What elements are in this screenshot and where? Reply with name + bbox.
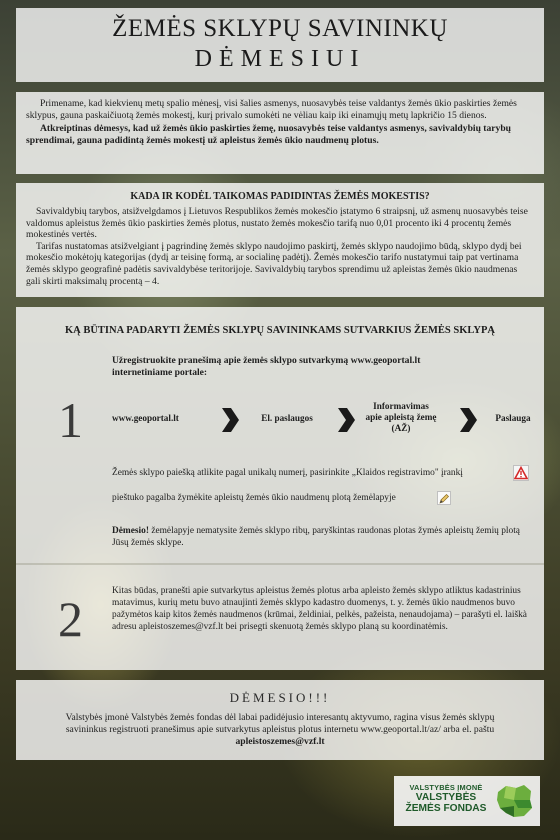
logo-line-2: VALSTYBĖS: [415, 792, 477, 803]
logo-line-3: ŽEMĖS FONDAS: [405, 803, 487, 814]
tax-reason-paragraph-1: Savivaldybių tarybos, atsižvelgdamos į Lietuvos Respublikos žemės mokesčio įstatymo 6 straipsnį, už asmenų nuosavybės teise valdomus apleistus žemės ūkio paskirties žemės plotus, nustato žemės mokesčio tarifą nuo 0,01 procento iki 4 procentų žemės mokestinės vertės.: [26, 206, 528, 241]
notice-heading: DĖMESIO!!!: [229, 690, 331, 705]
flow-item-service: Paslauga: [495, 413, 531, 423]
notice-text: [16, 706, 544, 748]
step-2-number: 2: [58, 591, 83, 647]
intro-section: [16, 92, 544, 174]
step-2-text: Kitas būdas, pranešti apie sutvarkytus apleistus žemės plotus arba apleisto žemės sklypo atliktus kadastrinius matavimus, kurių metu buvo atnaujinti žemės sklypo kadastro duomenys, t. y. žemės ūkio naudmenos buvo pažymėtos kaip kitos žemės naudmenos (krūmai, želdiniai, pelkės, pažeista, nenaudojama) – parašyti el. laiškà adresu apleistoszemes@vzf.lt bei prisegti skenuotą žemės sklypo planą su koordinatėmis.: [112, 586, 527, 632]
notice-section: [16, 680, 544, 760]
intro-paragraph-2: Atkreiptinas dėmesys, kad už žemės ūkio paskirties žemę, nuosavybės teise valdantys asmenys, savivaldybių tarybų sprendimai, gauna padidintą žemės mokestį už apleistus žemės ūkio naudmenų plotus.: [26, 123, 512, 146]
page-title: ŽEMĖS SKLYPŲ SAVININKŲ: [112, 15, 448, 42]
page-subtitle: DĖMESIUI: [194, 46, 366, 72]
step-1-intro: Užregistruokite pranešimą apie žemės sklypo sutvarkymą www.geoportal.lt internetiniame portale:: [112, 355, 421, 378]
notice-body: Valstybės įmonė Valstybės žemės fondas dėl labai padidėjusio interesantų aktyvumo, ragina visus žemės sklypų savininkus registruoti pranešimus apie sutvarkytus apleistus plotus internetu www.geoportal.lt/az/ arba el. paštu: [65, 712, 495, 735]
flow-item-abandoned-land: Informavimas apie apleistą žemę (AŽ): [365, 401, 437, 433]
intro-paragraph-1: Primename, kad kiekvienų metų spalio mėnesį, visi šalies asmenys, nuosavybės teise valdantys žemės ūkio paskirties žemės sklypus, gauna paskaičiuotą žemės mokestį, kurį privalo sumokėti ne vėliau kaip iki einamųjų metų lapkričio 15 dienos.: [26, 98, 517, 121]
flow-item-e-services: El. paslaugos: [261, 413, 313, 423]
step-1-search-text: Žemės sklypo paiešką atlikite pagal unikalų numerį, pasirinkite „Klaidos registravimo" įrankį: [112, 468, 463, 478]
logo-text: [400, 783, 492, 814]
step-1-flow: [112, 399, 532, 445]
step-1-number: 1: [58, 392, 83, 448]
step-1-pencil-text: pieštuko pagalba žymėkite apleistų žemės ūkio naudmenų plotą žemėlapyje: [112, 493, 396, 503]
tax-reason-section: [16, 183, 544, 297]
steps-divider: [16, 563, 544, 565]
steps-section: [16, 307, 544, 670]
tax-reason-heading: KADA IR KODĖL TAIKOMAS PADIDINTAS ŽEMĖS MOKESTIS?: [130, 191, 430, 202]
tax-reason-paragraph-2: Tarifas nustatomas atsižvelgiant į pagrindinę žemės sklypo naudojimo paskirtį, žemės sklypo naudojimo būdą, sklypo dydį bei mokesčio mokėtojų kategorijas (dydį ar teisinę formą, ar socialinę padėtį). Žemės mokesčio tarifo nustatymui taip pat vertinama žemės sklypo geografinė padėtis savivaldybėse teritorijoje. Savivaldybių tarybos sprendimu už apleistas žemės ūkio naudmenas gali skirti maksimalų procentą – 4.: [26, 240, 522, 287]
notice-email-link[interactable]: apleistoszemes@vzf.lt: [235, 736, 325, 747]
step-1-note: [112, 525, 522, 549]
chevron-right-icon: [458, 407, 478, 433]
step-1-note-label: Dėmesio!: [112, 526, 149, 536]
step-1-note-text: žemėlapyje nematysite žemės sklypo ribų, paryškintas raudonas plotas žymės apleistų žemių plotą Jūsų žemės sklype.: [112, 526, 520, 548]
company-logo: [394, 776, 540, 826]
steps-heading: KĄ BŪTINA PADARYTI ŽEMĖS SKLYPŲ SAVININKAMS SUTVARKIUS ŽEMĖS SKLYPĄ: [64, 325, 496, 336]
lithuania-map-icon: [494, 782, 534, 820]
logo-line-1: VALSTYBĖS ĮMONĖ: [409, 783, 483, 792]
warning-triangle-icon: [513, 465, 529, 481]
flow-item-geoportal: www.geoportal.lt: [112, 413, 179, 423]
pencil-icon: [437, 491, 451, 505]
chevron-right-icon: [336, 407, 356, 433]
title-banner: [16, 8, 544, 82]
chevron-right-icon: [220, 407, 240, 433]
